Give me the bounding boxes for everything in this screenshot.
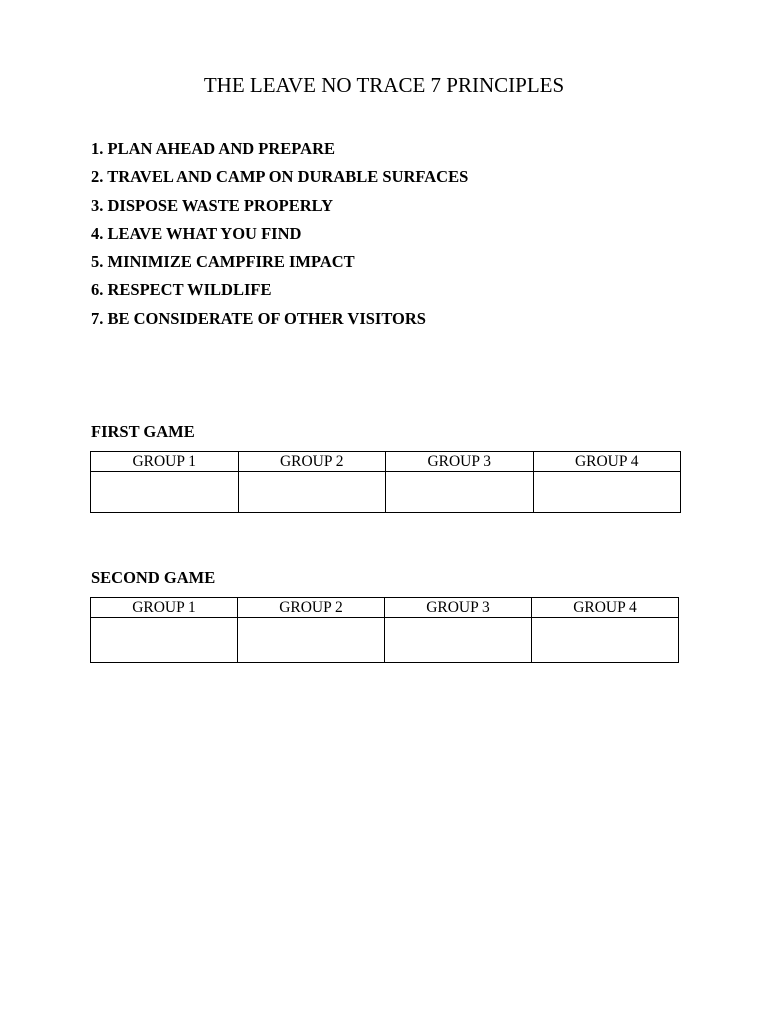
principle-item: 1. PLAN AHEAD AND PREPARE — [91, 139, 335, 158]
table-row — [91, 472, 681, 513]
principle-item: 7. BE CONSIDERATE OF OTHER VISITORS — [91, 308, 426, 328]
score-cell-group-3 — [385, 618, 532, 663]
table-row — [91, 618, 679, 663]
second-game-table — [90, 597, 679, 663]
score-cell-group-1 — [91, 472, 239, 513]
score-cell-group-4 — [532, 618, 679, 663]
score-cell-group-4 — [533, 472, 681, 513]
second-game-heading: SECOND GAME — [91, 568, 216, 587]
score-cell-group-2 — [238, 618, 385, 663]
first-game-heading: FIRST GAME — [91, 422, 195, 441]
principle-item: 2. TRAVEL AND CAMP ON DURABLE SURFACES — [91, 167, 469, 187]
score-cell-group-3 — [386, 472, 534, 513]
column-header-group-3: GROUP 3 — [386, 452, 534, 472]
score-cell-group-1 — [91, 618, 238, 663]
score-cell-group-2 — [238, 472, 386, 513]
principles-list — [91, 138, 468, 336]
principle-item: 4. LEAVE WHAT YOU FIND — [91, 223, 302, 243]
column-header-group-2: GROUP 2 — [238, 452, 386, 472]
principle-item: 6. RESPECT WILDLIFE — [91, 280, 272, 300]
first-game-table — [90, 451, 681, 513]
column-header-group-4: GROUP 4 — [532, 598, 679, 618]
column-header-group-2: GROUP 2 — [238, 598, 385, 618]
column-header-group-1: GROUP 1 — [91, 452, 239, 472]
column-header-group-4: GROUP 4 — [533, 452, 681, 472]
table-header-row — [91, 452, 681, 472]
column-header-group-3: GROUP 3 — [385, 598, 532, 618]
table-header-row — [91, 598, 679, 618]
principle-item: 3. DISPOSE WASTE PROPERLY — [91, 195, 334, 215]
principle-item: 5. MINIMIZE CAMPFIRE IMPACT — [91, 252, 355, 272]
column-header-group-1: GROUP 1 — [91, 598, 238, 618]
page-title: THE LEAVE NO TRACE 7 PRINCIPLES — [203, 73, 565, 97]
